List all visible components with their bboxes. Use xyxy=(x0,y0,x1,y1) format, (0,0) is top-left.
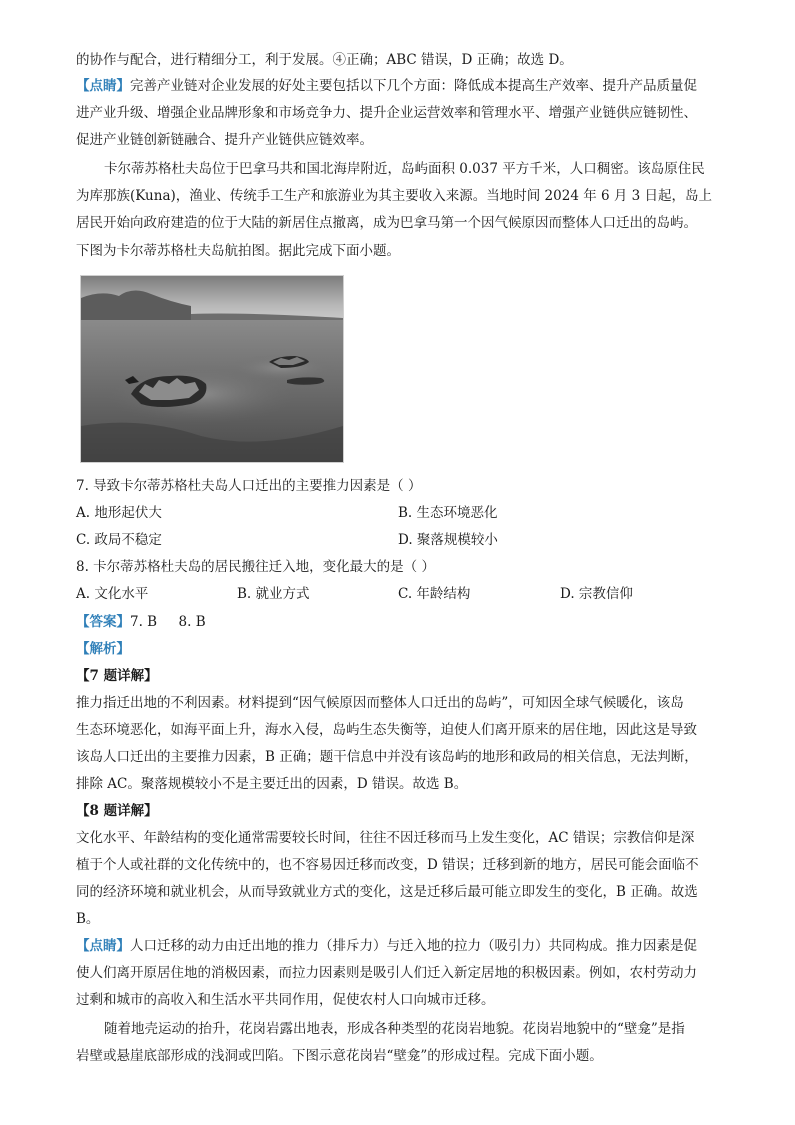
tip-line-2: 进产业升级、增强企业品牌形象和市场竞争力、提升企业运营效率和管理水平、增强产业链供应链韧性、 xyxy=(76,105,697,121)
question-8-stem: 8. 卡尔蒂苏格杜夫岛的居民搬往迁入地，变化最大的是（ ） xyxy=(76,559,435,575)
tip-paragraph-1 xyxy=(76,76,735,96)
detail-7-line-4: 排除 AC。聚落规模较小不是主要迁出的因素，D 错误。故选 B。 xyxy=(76,776,468,792)
detail-8-line-1: 文化水平、年龄结构的变化通常需要较长时间，往往不因迁移而马上发生变化，AC 错误；宗教信仰是深 xyxy=(76,830,695,846)
detail-7-line-1: 推力指迁出地的不利因素。材料提到“因气候原因而整体人口迁出的岛屿”，可知因全球气候暖化，该岛 xyxy=(76,695,684,711)
q7-option-a[interactable]: A. 地形起伏大 xyxy=(76,505,162,521)
outro-line-1: 随着地壳运动的抬升，花岗岩露出地表，形成各种类型的花岗岩地貌。花岗岩地貌中的“壁龛”是指 xyxy=(104,1021,685,1037)
tip-2-tag: 【点睛】 xyxy=(76,938,130,954)
tip-line-3: 促进产业链创新链融合、提升产业链供应链效率。 xyxy=(76,132,373,148)
q8-option-c[interactable]: C. 年龄结构 xyxy=(398,586,471,602)
intro-line-4: 下图为卡尔蒂苏格杜夫岛航拍图。据此完成下面小题。 xyxy=(76,243,400,259)
answer-text: 7. B 8. B xyxy=(130,614,206,630)
outro-line-2: 岩壁或悬崖底部形成的浅洞或凹陷。下图示意花岗岩“壁龛”的形成过程。完成下面小题。 xyxy=(76,1048,603,1064)
intro-line-3: 居民开始向政府建造的位于大陆的新居住点撤离，成为巴拿马第一个因气候原因而整体人口迁出的岛屿。 xyxy=(76,215,697,231)
intro-line-2: 为库那族(Kuna)，渔业、传统手工生产和旅游业为其主要收入来源。当地时间 2024 年 6 月 3 日起，岛上 xyxy=(76,188,713,204)
detail-8-tag: 【8 题详解】 xyxy=(76,803,158,819)
aerial-photo-island xyxy=(80,275,344,463)
q8-option-a[interactable]: A. 文化水平 xyxy=(76,586,149,602)
answer-line xyxy=(76,612,735,632)
tip-tag: 【点睛】 xyxy=(76,78,130,94)
detail-8-line-3: 同的经济环境和就业机会，从而导致就业方式的变化，这是迁移后最可能立即发生的变化，B 正确。故选 xyxy=(76,884,698,900)
analysis-tag: 【解析】 xyxy=(76,641,130,657)
question-7-stem: 7. 导致卡尔蒂苏格杜夫岛人口迁出的主要推力因素是（ ） xyxy=(76,478,422,494)
detail-8-header xyxy=(76,801,735,821)
tip-2-line-2: 使人们离开原居住地的消极因素，而拉力因素则是吸引人们迁入新定居地的积极因素。例如，农村劳动力 xyxy=(76,965,697,981)
answer-tag: 【答案】 xyxy=(76,614,130,630)
q8-option-b[interactable]: B. 就业方式 xyxy=(237,586,310,602)
tip-2-text: 人口迁移的动力由迁出地的推力（排斥力）与迁入地的拉力（吸引力）共同构成。推力因素是促 xyxy=(130,938,697,954)
detail-8-line-2: 植于个人或社群的文化传统中的，也不容易因迁移而改变，D 错误；迁移到新的地方，居民可能会面临不 xyxy=(76,857,699,873)
detail-7-header xyxy=(76,666,735,686)
paragraph-continuation: 的协作与配合，进行精细分工，利于发展。④正确；ABC 错误，D 正确；故选 D。 xyxy=(76,52,573,68)
tip-text: 完善产业链对企业发展的好处主要包括以下几个方面：降低成本提高生产效率、提升产品质量促 xyxy=(130,78,697,94)
detail-7-line-2: 生态环境恶化，如海平面上升，海水入侵，岛屿生态失衡等，迫使人们离开原来的居住地，因此这是导致 xyxy=(76,722,697,738)
tip-2-line-3: 过剩和城市的高收入和生活水平共同作用，促使农村人口向城市迁移。 xyxy=(76,992,495,1008)
q7-option-d[interactable]: D. 聚落规模较小 xyxy=(398,532,498,548)
detail-7-tag: 【7 题详解】 xyxy=(76,668,158,684)
tip-2-line-1 xyxy=(76,936,735,956)
detail-8-line-4: B。 xyxy=(76,911,100,927)
q7-option-c[interactable]: C. 政局不稳定 xyxy=(76,532,162,548)
q8-option-d[interactable]: D. 宗教信仰 xyxy=(560,586,633,602)
q7-option-b[interactable]: B. 生态环境恶化 xyxy=(398,505,498,521)
intro-line-1: 卡尔蒂苏格杜夫岛位于巴拿马共和国北海岸附近，岛屿面积 0.037 平方千米，人口稠密。该岛原住民 xyxy=(104,161,705,177)
analysis-line xyxy=(76,639,735,659)
detail-7-line-3: 该岛人口迁出的主要推力因素，B 正确；题干信息中并没有该岛屿的地形和政局的相关信息，无法判断， xyxy=(76,749,698,765)
